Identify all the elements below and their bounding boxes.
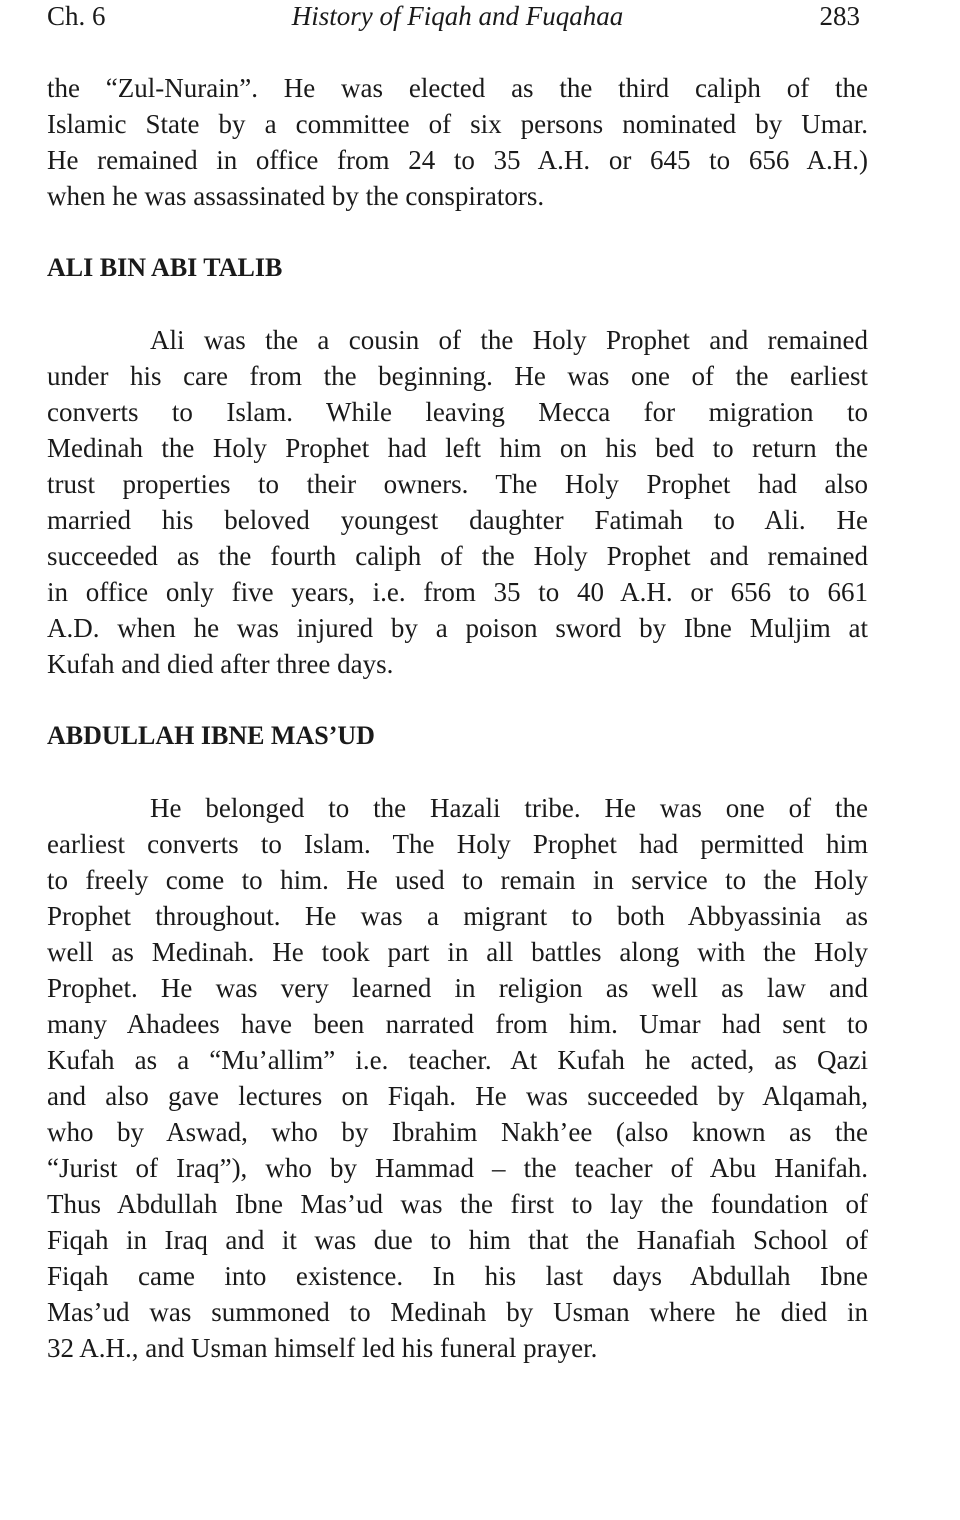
paragraph-usman-continued	[47, 70, 868, 214]
text-line: He remained in office from 24 to 35 A.H. or 645 to 656 A.H.)	[47, 145, 868, 175]
paragraph-abdullah	[47, 790, 868, 1366]
text-line: well as Medinah. He took part in all battles along with the Holy	[47, 937, 868, 967]
section-heading-abdullah: ABDULLAH IBNE MAS’UD	[47, 721, 375, 750]
paragraph-ali	[47, 322, 868, 682]
text-line: Thus Abdullah Ibne Mas’ud was the first to lay the foundation of	[47, 1189, 868, 1219]
text-line: 32 A.H., and Usman himself led his funeral prayer.	[47, 1333, 598, 1363]
text-line: trust properties to their owners. The Holy Prophet had also	[47, 469, 868, 499]
text-line: Kufah as a “Mu’allim” i.e. teacher. At Kufah he acted, as Qazi	[47, 1045, 868, 1075]
text-line: when he was assassinated by the conspirators.	[47, 181, 545, 211]
text-line: Fiqah came into existence. In his last days Abdullah Ibne	[47, 1261, 868, 1291]
text-line: to freely come to him. He used to remain in service to the Holy	[47, 865, 868, 895]
text-line: Mas’ud was summoned to Medinah by Usman where he died in	[47, 1297, 868, 1327]
text-line: Kufah and died after three days.	[47, 649, 394, 679]
text-line: “Jurist of Iraq”), who by Hammad – the teacher of Abu Hanifah.	[47, 1153, 868, 1183]
book-title: History of Fiqah and Fuqahaa	[291, 1, 624, 31]
text-line: many Ahadees have been narrated from him. Umar had sent to	[47, 1009, 868, 1039]
text-line: He belonged to the Hazali tribe. He was one of the	[150, 793, 868, 823]
text-line: under his care from the beginning. He was one of the earliest	[47, 361, 868, 391]
text-line: Medinah the Holy Prophet had left him on his bed to return the	[47, 433, 868, 463]
running-header	[47, 0, 868, 32]
section-heading-ali: ALI BIN ABI TALIB	[47, 253, 283, 282]
text-line: Islamic State by a committee of six persons nominated by Umar.	[47, 109, 868, 139]
text-line: succeeded as the fourth caliph of the Holy Prophet and remained	[47, 541, 868, 571]
text-line: A.D. when he was injured by a poison sword by Ibne Muljim at	[47, 613, 868, 643]
text-line: married his beloved youngest daughter Fatimah to Ali. He	[47, 505, 868, 535]
text-line: earliest converts to Islam. The Holy Prophet had permitted him	[47, 829, 868, 859]
text-line: the “Zul-Nurain”. He was elected as the third caliph of the	[47, 73, 868, 103]
text-line: converts to Islam. While leaving Mecca for migration to	[47, 397, 868, 427]
text-line: Fiqah in Iraq and it was due to him that the Hanafiah School of	[47, 1225, 868, 1255]
chapter-label: Ch. 6	[47, 1, 106, 31]
text-line: Ali was the a cousin of the Holy Prophet and remained	[150, 325, 868, 355]
text-line: who by Aswad, who by Ibrahim Nakh’ee (also known as the	[47, 1117, 868, 1147]
text-line: and also gave lectures on Fiqah. He was succeeded by Alqamah,	[47, 1081, 868, 1111]
text-line: Prophet. He was very learned in religion as well as law and	[47, 973, 868, 1003]
text-line: in office only five years, i.e. from 35 to 40 A.H. or 656 to 661	[47, 577, 868, 607]
text-line: Prophet throughout. He was a migrant to both Abbyassinia as	[47, 901, 868, 931]
page-number: 283	[819, 1, 860, 31]
